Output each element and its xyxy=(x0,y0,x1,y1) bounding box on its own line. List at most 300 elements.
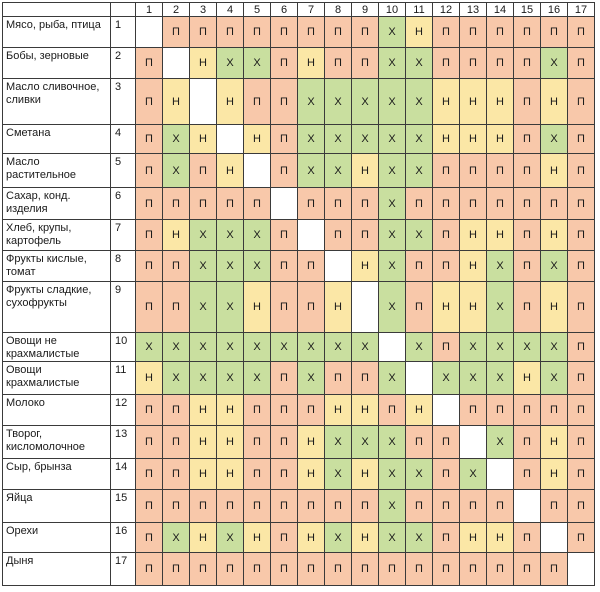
compat-cell: П xyxy=(541,17,568,48)
compat-cell: П xyxy=(541,490,568,523)
compat-cell: Х xyxy=(217,362,244,395)
compat-cell: Х xyxy=(487,362,514,395)
compat-cell: Х xyxy=(244,362,271,395)
compat-cell: П xyxy=(298,188,325,220)
compat-cell: Х xyxy=(298,154,325,188)
compat-cell: Х xyxy=(325,154,352,188)
compat-cell: П xyxy=(136,395,163,426)
compat-cell: П xyxy=(271,79,298,125)
compat-cell xyxy=(136,17,163,48)
compat-cell: П xyxy=(271,220,298,251)
row-number: 13 xyxy=(111,426,136,459)
compat-cell: П xyxy=(460,553,487,586)
table-row xyxy=(3,188,595,220)
compat-cell: Х xyxy=(379,251,406,282)
compat-cell: П xyxy=(568,523,595,553)
table-row xyxy=(3,459,595,490)
column-header-1: 1 xyxy=(136,3,163,17)
compat-cell: П xyxy=(244,79,271,125)
compat-cell: П xyxy=(325,48,352,79)
compat-cell: Н xyxy=(541,282,568,333)
compat-cell: П xyxy=(136,188,163,220)
compat-cell: П xyxy=(568,48,595,79)
compat-cell: П xyxy=(271,282,298,333)
compat-cell: Н xyxy=(541,426,568,459)
compat-cell: Х xyxy=(352,125,379,154)
compat-cell: П xyxy=(406,251,433,282)
compat-cell: П xyxy=(433,426,460,459)
compat-cell: П xyxy=(271,251,298,282)
compat-cell: Х xyxy=(379,79,406,125)
compat-cell: П xyxy=(514,188,541,220)
compat-cell: Н xyxy=(352,459,379,490)
compat-cell: Н xyxy=(406,395,433,426)
compat-cell: П xyxy=(460,188,487,220)
compat-cell: Н xyxy=(190,125,217,154)
compat-cell: Х xyxy=(244,333,271,362)
compat-cell: Н xyxy=(217,426,244,459)
compat-cell: П xyxy=(271,459,298,490)
corner-cell xyxy=(3,3,111,17)
compat-cell xyxy=(379,333,406,362)
compat-cell: П xyxy=(514,220,541,251)
row-number: 17 xyxy=(111,553,136,586)
table-row xyxy=(3,553,595,586)
compat-cell: П xyxy=(568,362,595,395)
compat-cell: Х xyxy=(379,523,406,553)
compat-cell: П xyxy=(433,459,460,490)
compat-cell: П xyxy=(163,426,190,459)
compat-cell: Х xyxy=(487,282,514,333)
compat-cell: П xyxy=(514,459,541,490)
compat-cell: Х xyxy=(136,333,163,362)
row-food-name: Хлеб, крупы, картофель xyxy=(3,220,111,251)
compat-cell: П xyxy=(487,553,514,586)
compat-cell: Н xyxy=(190,48,217,79)
compat-cell: П xyxy=(271,553,298,586)
compat-cell: П xyxy=(217,490,244,523)
compat-cell: П xyxy=(190,188,217,220)
compat-cell: Х xyxy=(406,79,433,125)
compat-cell: П xyxy=(163,282,190,333)
compat-cell: П xyxy=(217,188,244,220)
compat-cell: Х xyxy=(379,362,406,395)
compat-cell: Х xyxy=(298,333,325,362)
column-header-4: 4 xyxy=(217,3,244,17)
compat-cell: П xyxy=(568,282,595,333)
compat-cell: Н xyxy=(298,426,325,459)
compat-cell: П xyxy=(514,79,541,125)
compat-cell: Х xyxy=(217,48,244,79)
compat-cell: Х xyxy=(244,48,271,79)
compat-cell: Х xyxy=(325,523,352,553)
compat-cell: П xyxy=(460,48,487,79)
compat-cell: Х xyxy=(541,48,568,79)
compat-cell: П xyxy=(244,395,271,426)
compat-cell: П xyxy=(136,154,163,188)
compat-cell: П xyxy=(136,282,163,333)
compat-cell: Н xyxy=(217,154,244,188)
compat-cell: П xyxy=(460,490,487,523)
compat-cell: Х xyxy=(379,459,406,490)
compat-cell: П xyxy=(460,154,487,188)
row-food-name: Яйца xyxy=(3,490,111,523)
compat-cell: П xyxy=(298,251,325,282)
table-row xyxy=(3,333,595,362)
column-header-7: 7 xyxy=(298,3,325,17)
column-header-15: 15 xyxy=(514,3,541,17)
compat-cell: П xyxy=(244,188,271,220)
row-number: 16 xyxy=(111,523,136,553)
compat-cell: Н xyxy=(514,362,541,395)
compat-cell: П xyxy=(406,490,433,523)
compat-cell: П xyxy=(163,553,190,586)
table-row xyxy=(3,154,595,188)
row-number: 3 xyxy=(111,79,136,125)
table-row xyxy=(3,79,595,125)
compat-cell: П xyxy=(433,523,460,553)
compat-cell: П xyxy=(568,154,595,188)
compat-cell: П xyxy=(514,17,541,48)
corner-cell-num xyxy=(111,3,136,17)
row-number: 1 xyxy=(111,17,136,48)
column-header-10: 10 xyxy=(379,3,406,17)
compat-cell: П xyxy=(190,490,217,523)
compat-cell: Х xyxy=(190,362,217,395)
row-food-name: Мясо, рыба, птица xyxy=(3,17,111,48)
compat-cell: П xyxy=(379,395,406,426)
compat-cell: Х xyxy=(406,459,433,490)
compat-cell: П xyxy=(568,395,595,426)
row-food-name: Фрукты сладкие, сухофрукты xyxy=(3,282,111,333)
row-food-name: Орехи xyxy=(3,523,111,553)
compat-cell: Н xyxy=(217,79,244,125)
compat-cell: Н xyxy=(487,125,514,154)
compat-cell: Н xyxy=(541,79,568,125)
compat-cell: П xyxy=(271,48,298,79)
compat-cell: П xyxy=(514,553,541,586)
column-header-3: 3 xyxy=(190,3,217,17)
compat-cell: П xyxy=(271,362,298,395)
compat-cell: Х xyxy=(514,333,541,362)
compat-cell: П xyxy=(163,395,190,426)
compat-cell xyxy=(217,125,244,154)
compat-cell: Х xyxy=(460,333,487,362)
compat-cell: Х xyxy=(217,282,244,333)
compat-cell: Х xyxy=(541,251,568,282)
compat-cell: П xyxy=(433,188,460,220)
compat-cell: П xyxy=(514,282,541,333)
compat-cell: П xyxy=(433,220,460,251)
compat-cell: Х xyxy=(406,333,433,362)
compat-cell: П xyxy=(190,154,217,188)
column-header-17: 17 xyxy=(568,3,595,17)
compat-cell: Х xyxy=(190,220,217,251)
compat-cell: Н xyxy=(298,459,325,490)
compat-cell: П xyxy=(190,553,217,586)
compat-cell: П xyxy=(514,125,541,154)
compat-cell: П xyxy=(136,48,163,79)
compat-cell xyxy=(460,426,487,459)
compat-cell: Х xyxy=(406,125,433,154)
compat-cell: Х xyxy=(298,125,325,154)
compat-cell: Х xyxy=(433,362,460,395)
compat-cell: П xyxy=(271,154,298,188)
compat-cell: П xyxy=(460,395,487,426)
compat-cell: Н xyxy=(541,220,568,251)
compat-cell: П xyxy=(514,154,541,188)
compat-cell: П xyxy=(433,333,460,362)
compat-cell: П xyxy=(136,125,163,154)
compat-cell: П xyxy=(568,79,595,125)
compat-cell xyxy=(433,395,460,426)
row-food-name: Овощи крахмалистые xyxy=(3,362,111,395)
compat-cell: Н xyxy=(244,125,271,154)
compat-cell: Х xyxy=(190,251,217,282)
column-header-11: 11 xyxy=(406,3,433,17)
compat-cell: Н xyxy=(433,125,460,154)
compat-cell: П xyxy=(433,490,460,523)
compat-cell: П xyxy=(298,17,325,48)
compat-cell: П xyxy=(352,553,379,586)
compat-cell: П xyxy=(568,459,595,490)
compat-cell: П xyxy=(325,17,352,48)
compat-cell: П xyxy=(136,220,163,251)
compat-cell: Н xyxy=(433,79,460,125)
row-number: 9 xyxy=(111,282,136,333)
compat-cell: Н xyxy=(190,426,217,459)
compat-cell: П xyxy=(244,553,271,586)
row-number: 14 xyxy=(111,459,136,490)
row-food-name: Сыр, брынза xyxy=(3,459,111,490)
compat-cell: Н xyxy=(460,220,487,251)
compat-cell: Х xyxy=(379,490,406,523)
compat-cell: Х xyxy=(325,79,352,125)
table-row xyxy=(3,490,595,523)
compat-cell: П xyxy=(352,48,379,79)
compat-cell: Х xyxy=(271,333,298,362)
compat-cell: Х xyxy=(163,333,190,362)
compat-cell: Х xyxy=(352,426,379,459)
compat-cell: П xyxy=(433,154,460,188)
compat-cell: Х xyxy=(379,17,406,48)
compat-cell: Н xyxy=(541,459,568,490)
table-row xyxy=(3,251,595,282)
compat-cell: Н xyxy=(217,395,244,426)
compat-cell: Н xyxy=(433,282,460,333)
compat-cell: П xyxy=(568,125,595,154)
compat-cell: Х xyxy=(163,154,190,188)
compat-cell: Н xyxy=(406,17,433,48)
compat-cell: П xyxy=(244,459,271,490)
compat-cell: П xyxy=(433,553,460,586)
compat-cell: П xyxy=(325,490,352,523)
compat-cell: Н xyxy=(352,395,379,426)
row-food-name: Молоко xyxy=(3,395,111,426)
compat-cell: П xyxy=(136,251,163,282)
compat-cell: П xyxy=(568,426,595,459)
column-header-14: 14 xyxy=(487,3,514,17)
compat-cell: Х xyxy=(379,188,406,220)
compat-cell: П xyxy=(271,426,298,459)
compat-cell: Н xyxy=(325,395,352,426)
compat-cell xyxy=(298,220,325,251)
column-header-9: 9 xyxy=(352,3,379,17)
compat-cell: Х xyxy=(325,125,352,154)
compat-cell xyxy=(271,188,298,220)
column-header-16: 16 xyxy=(541,3,568,17)
compat-cell: П xyxy=(568,333,595,362)
compat-cell: П xyxy=(298,395,325,426)
compat-cell: П xyxy=(487,188,514,220)
compat-cell: П xyxy=(190,17,217,48)
compat-cell: Х xyxy=(325,426,352,459)
compat-cell: П xyxy=(136,426,163,459)
compat-cell: Н xyxy=(352,523,379,553)
compat-cell xyxy=(514,490,541,523)
compat-cell: Н xyxy=(460,523,487,553)
row-number: 12 xyxy=(111,395,136,426)
compat-cell: П xyxy=(271,125,298,154)
compat-cell: П xyxy=(406,426,433,459)
compat-cell: Н xyxy=(541,154,568,188)
compat-cell: Н xyxy=(244,523,271,553)
compat-cell: П xyxy=(433,17,460,48)
compat-cell: Х xyxy=(541,333,568,362)
compat-cell: П xyxy=(406,282,433,333)
row-number: 10 xyxy=(111,333,136,362)
compat-cell: Н xyxy=(298,48,325,79)
compat-cell: П xyxy=(163,17,190,48)
row-number: 11 xyxy=(111,362,136,395)
compat-cell: Х xyxy=(298,79,325,125)
compat-cell: П xyxy=(487,490,514,523)
compat-cell: Х xyxy=(352,333,379,362)
compat-cell: Н xyxy=(487,220,514,251)
compat-cell xyxy=(325,251,352,282)
compat-cell: Н xyxy=(460,125,487,154)
compat-cell xyxy=(190,79,217,125)
compat-cell: Х xyxy=(379,426,406,459)
header-row xyxy=(3,3,595,17)
row-food-name: Масло сливочное, сливки xyxy=(3,79,111,125)
compat-cell: Х xyxy=(487,426,514,459)
compat-cell xyxy=(352,282,379,333)
compat-cell: П xyxy=(136,79,163,125)
row-food-name: Сахар, конд. изделия xyxy=(3,188,111,220)
row-food-name: Овощи не крахмалистые xyxy=(3,333,111,362)
compat-cell: П xyxy=(136,459,163,490)
compat-cell: Х xyxy=(541,125,568,154)
compat-cell: П xyxy=(514,395,541,426)
compat-cell: П xyxy=(568,17,595,48)
compat-cell: Х xyxy=(163,523,190,553)
compat-cell: Х xyxy=(460,362,487,395)
compat-cell: П xyxy=(433,48,460,79)
compat-cell: Н xyxy=(487,523,514,553)
compat-cell: Н xyxy=(460,251,487,282)
column-header-12: 12 xyxy=(433,3,460,17)
compat-cell: Х xyxy=(217,523,244,553)
compat-cell: Х xyxy=(190,282,217,333)
table-row xyxy=(3,426,595,459)
compat-cell: Х xyxy=(460,459,487,490)
compat-cell: Х xyxy=(163,362,190,395)
column-header-5: 5 xyxy=(244,3,271,17)
row-number: 2 xyxy=(111,48,136,79)
row-food-name: Дыня xyxy=(3,553,111,586)
compat-cell: Н xyxy=(352,251,379,282)
compat-cell xyxy=(487,459,514,490)
compat-cell: Х xyxy=(406,523,433,553)
compat-cell: П xyxy=(271,523,298,553)
compat-cell: Н xyxy=(163,79,190,125)
row-food-name: Сметана xyxy=(3,125,111,154)
column-header-8: 8 xyxy=(325,3,352,17)
column-header-13: 13 xyxy=(460,3,487,17)
compat-cell: П xyxy=(352,220,379,251)
compat-cell xyxy=(568,553,595,586)
compat-cell: П xyxy=(271,17,298,48)
compat-cell: Х xyxy=(244,251,271,282)
compat-cell: Х xyxy=(325,333,352,362)
compat-cell xyxy=(541,523,568,553)
compat-cell: Х xyxy=(541,362,568,395)
compat-cell: П xyxy=(325,188,352,220)
compat-cell xyxy=(244,154,271,188)
compat-cell: П xyxy=(352,490,379,523)
table-row xyxy=(3,220,595,251)
compat-cell: П xyxy=(352,362,379,395)
compat-cell: Х xyxy=(217,220,244,251)
compat-cell: Х xyxy=(217,251,244,282)
column-header-6: 6 xyxy=(271,3,298,17)
compat-cell: Х xyxy=(379,154,406,188)
compat-cell: Х xyxy=(406,220,433,251)
row-number: 5 xyxy=(111,154,136,188)
compat-cell: П xyxy=(298,553,325,586)
compat-cell: Х xyxy=(379,48,406,79)
compat-cell: П xyxy=(379,553,406,586)
compat-cell: П xyxy=(352,188,379,220)
compat-cell: П xyxy=(433,251,460,282)
compat-cell: Н xyxy=(217,459,244,490)
column-header-2: 2 xyxy=(163,3,190,17)
compat-cell: Х xyxy=(163,125,190,154)
compat-cell: П xyxy=(325,553,352,586)
compat-cell: П xyxy=(217,17,244,48)
row-number: 6 xyxy=(111,188,136,220)
compat-cell: Х xyxy=(217,333,244,362)
row-food-name: Бобы, зерновые xyxy=(3,48,111,79)
compat-cell: П xyxy=(136,553,163,586)
compat-cell: П xyxy=(136,523,163,553)
row-food-name: Фрукты кислые, томат xyxy=(3,251,111,282)
compat-cell: П xyxy=(487,48,514,79)
compat-cell: П xyxy=(244,426,271,459)
row-food-name: Масло растительное xyxy=(3,154,111,188)
compat-cell: П xyxy=(298,282,325,333)
compat-cell: П xyxy=(244,17,271,48)
compat-cell: Х xyxy=(298,362,325,395)
compat-cell: Х xyxy=(325,459,352,490)
compat-cell: П xyxy=(352,17,379,48)
compat-cell: П xyxy=(514,251,541,282)
compat-cell: Н xyxy=(298,523,325,553)
table-row xyxy=(3,362,595,395)
table-row xyxy=(3,395,595,426)
compat-cell: П xyxy=(325,362,352,395)
